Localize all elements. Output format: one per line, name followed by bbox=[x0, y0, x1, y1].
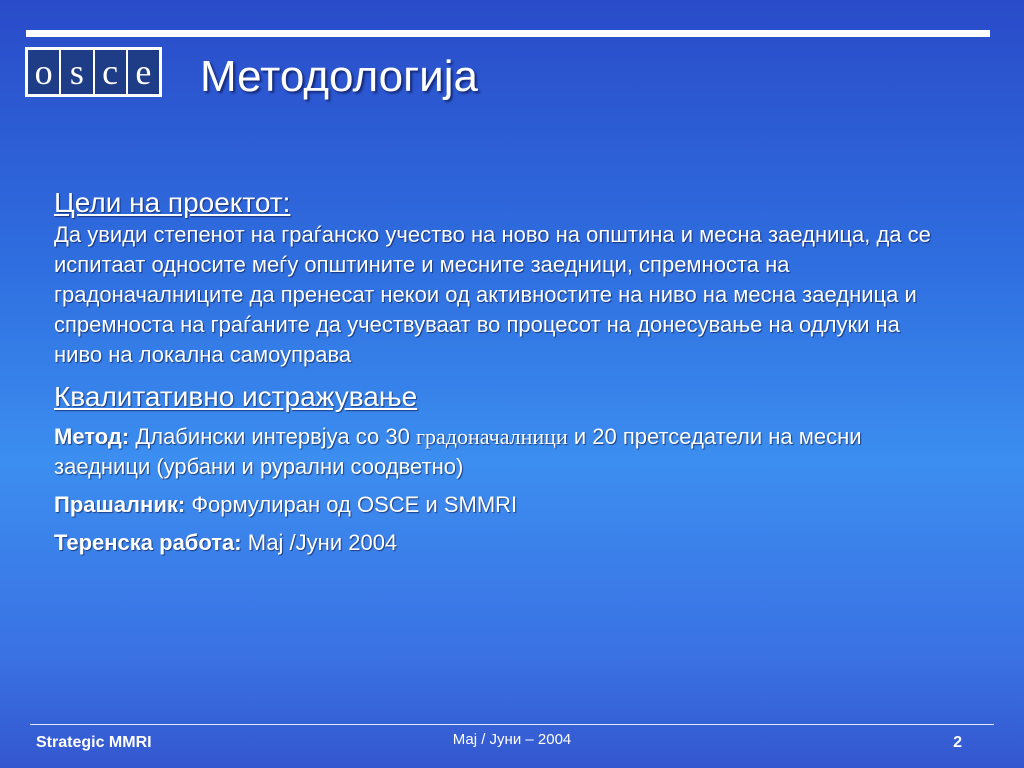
logo-letter: o bbox=[28, 50, 59, 94]
logo-letter: e bbox=[128, 50, 159, 94]
slide-title: Методологија bbox=[200, 52, 479, 101]
questionnaire-text: Формулиран од OSCE и SMMRI bbox=[191, 492, 518, 517]
fieldwork-text: Мај /Јуни 2004 bbox=[247, 530, 398, 555]
logo-letter: s bbox=[61, 50, 92, 94]
footer-company: Strategic MMRI bbox=[36, 734, 152, 751]
footer-date: Мај / Јуни – 2004 bbox=[452, 731, 572, 748]
footer-rule bbox=[30, 724, 994, 725]
fieldwork-item bbox=[54, 528, 954, 558]
logo-letter: c bbox=[95, 50, 126, 94]
method-label: Метод: bbox=[54, 424, 130, 449]
osce-logo bbox=[25, 47, 162, 97]
method-item bbox=[54, 422, 954, 482]
goals-text: Да увиди степенот на граѓанско учество на ново на општина и месна заедница, да се испитаат односите меѓу општините и месните заедници, спремноста на градоначалниците да пренесат некои од активностите на ниво на месна заедница и спремноста на граѓаните да учествуваат во процесот на донесување на одлуки на ниво на локална самоуправа bbox=[54, 222, 931, 367]
section-heading-goals: Цели на проектот: bbox=[54, 187, 291, 218]
method-text-b: градоначалници bbox=[415, 424, 568, 449]
method-text-c: и 20 претседатели на месни заедници (урбани и рурални соодветно) bbox=[54, 424, 862, 479]
method-text-a: Длабински интервјуа со 30 bbox=[135, 424, 410, 449]
section-heading-qualitative: Квалитативно истражување bbox=[54, 381, 418, 412]
top-rule bbox=[26, 30, 990, 37]
slide-content bbox=[54, 186, 954, 558]
page-number: 2 bbox=[953, 734, 962, 751]
questionnaire-item bbox=[54, 490, 954, 520]
fieldwork-label: Теренска работа: bbox=[54, 530, 242, 555]
questionnaire-label: Прашалник: bbox=[54, 492, 186, 517]
